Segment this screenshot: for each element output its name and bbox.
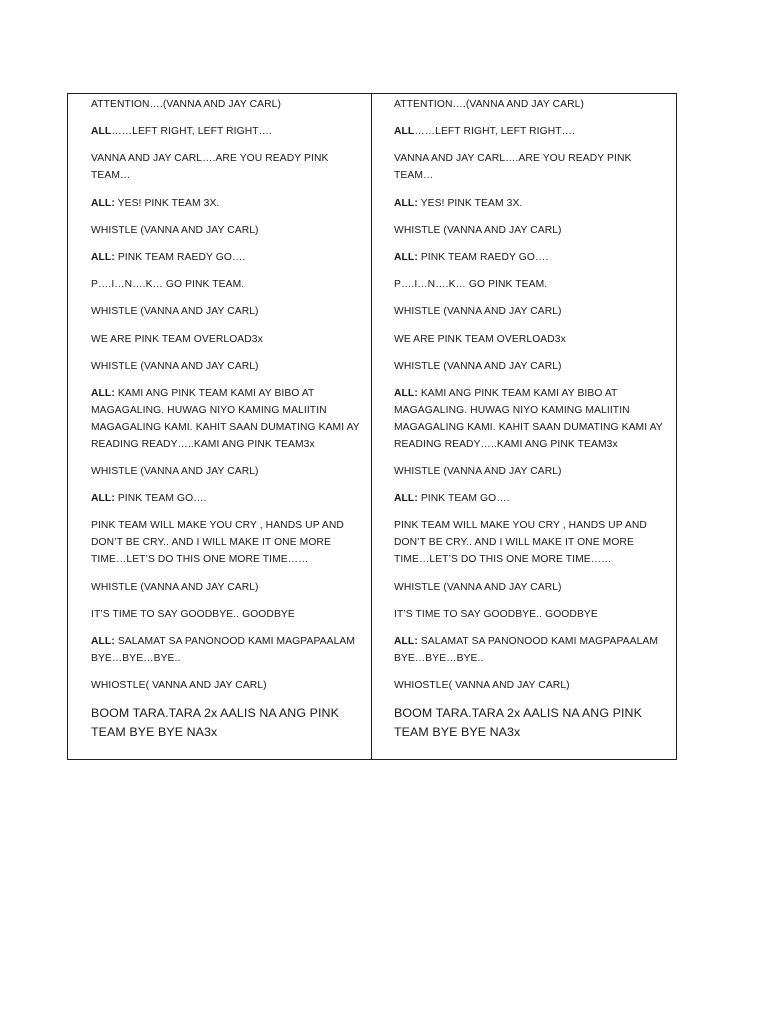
line-text: BOOM TARA.TARA 2x AALIS NA ANG PINK TEAM BYE BYE NA3x xyxy=(394,706,642,740)
script-line xyxy=(394,677,668,694)
script-line xyxy=(394,222,668,239)
script-line xyxy=(91,303,363,320)
line-text: WHIOSTLE( VANNA AND JAY CARL) xyxy=(394,680,570,692)
script-line xyxy=(394,490,668,507)
cheer-script-table xyxy=(67,93,677,760)
line-text: PINK TEAM WILL MAKE YOU CRY , HANDS UP AND DON’T BE CRY.. AND I WILL MAKE IT ONE MORE TIME…LET’S DO THIS ONE MORE TIME…… xyxy=(91,520,344,566)
line-text: WHISTLE (VANNA AND JAY CARL) xyxy=(394,581,562,593)
line-text: ATTENTION….(VANNA AND JAY CARL) xyxy=(91,99,281,110)
line-text: ATTENTION….(VANNA AND JAY CARL) xyxy=(394,99,584,110)
script-line xyxy=(394,463,668,480)
line-text: WHISTLE (VANNA AND JAY CARL) xyxy=(91,581,259,593)
script-line xyxy=(394,195,668,212)
script-line xyxy=(91,704,363,742)
speaker-label: ALL: xyxy=(394,493,418,505)
line-text: WHISTLE (VANNA AND JAY CARL) xyxy=(91,360,259,372)
speaker-label: ALL: xyxy=(394,387,418,399)
line-text: IT’S TIME TO SAY GOODBYE.. GOODBYE xyxy=(394,608,598,620)
line-text: WHISTLE (VANNA AND JAY CARL) xyxy=(91,306,259,318)
speaker-label: ALL: xyxy=(394,636,418,647)
script-line xyxy=(91,331,363,348)
script-line xyxy=(91,195,363,212)
line-text: YES! PINK TEAM 3X. xyxy=(114,197,220,209)
script-line xyxy=(91,276,363,293)
line-text: SALAMAT SA PANONOOD KAMI MAGPAPAALAM BYE…BYE…BYE.. xyxy=(394,636,659,664)
speaker-label: ALL: xyxy=(91,251,115,263)
line-text: VANNA AND JAY CARL….ARE YOU READY PINK TEAM… xyxy=(394,153,632,182)
speaker-label: ALL: xyxy=(91,493,115,505)
line-text: YES! PINK TEAM 3X. xyxy=(417,197,523,209)
speaker-label: ALL: xyxy=(91,636,115,647)
script-line xyxy=(394,704,668,742)
line-text: SALAMAT SA PANONOOD KAMI MAGPAPAALAM BYE…BYE…BYE.. xyxy=(91,636,356,664)
line-text: WHIOSTLE( VANNA AND JAY CARL) xyxy=(91,680,267,692)
line-text: WHISTLE (VANNA AND JAY CARL) xyxy=(394,224,562,236)
script-line xyxy=(394,633,668,667)
script-line xyxy=(91,150,363,184)
script-column-right xyxy=(372,94,676,759)
line-text: ……LEFT RIGHT, LEFT RIGHT…. xyxy=(414,126,576,138)
script-line xyxy=(91,249,363,266)
line-text: VANNA AND JAY CARL….ARE YOU READY PINK TEAM… xyxy=(91,153,329,182)
line-text: P….I…N….K… GO PINK TEAM. xyxy=(394,279,548,291)
script-line xyxy=(91,677,363,694)
line-text: WHISTLE (VANNA AND JAY CARL) xyxy=(91,466,259,478)
script-line xyxy=(91,96,363,113)
line-text: WE ARE PINK TEAM OVERLOAD3x xyxy=(91,333,263,345)
script-column-left xyxy=(68,94,372,759)
script-line xyxy=(394,606,668,623)
line-text: WHISTLE (VANNA AND JAY CARL) xyxy=(394,466,562,478)
speaker-label: ALL: xyxy=(394,197,418,209)
script-line xyxy=(91,385,363,453)
line-text: PINK TEAM GO…. xyxy=(417,493,510,505)
speaker-label: ALL: xyxy=(91,197,115,209)
script-line xyxy=(394,579,668,596)
line-text: PINK TEAM GO…. xyxy=(114,493,207,505)
script-line xyxy=(394,276,668,293)
speaker-label: ALL: xyxy=(394,251,418,263)
line-text: PINK TEAM RAEDY GO…. xyxy=(114,251,246,263)
script-line xyxy=(394,150,668,184)
script-line xyxy=(394,358,668,375)
line-text: P….I…N….K… GO PINK TEAM. xyxy=(91,279,245,291)
script-line xyxy=(91,463,363,480)
script-line xyxy=(91,606,363,623)
script-line xyxy=(91,222,363,239)
script-line xyxy=(394,303,668,320)
speaker-label: ALL xyxy=(394,126,415,138)
script-line xyxy=(394,385,668,453)
script-line xyxy=(91,123,363,140)
speaker-label: ALL xyxy=(91,126,112,138)
script-line xyxy=(394,249,668,266)
line-text: PINK TEAM RAEDY GO…. xyxy=(417,251,549,263)
line-text: WHISTLE (VANNA AND JAY CARL) xyxy=(394,360,562,372)
script-line xyxy=(394,123,668,140)
line-text: PINK TEAM WILL MAKE YOU CRY , HANDS UP AND DON’T BE CRY.. AND I WILL MAKE IT ONE MORE TIME…LET’S DO THIS ONE MORE TIME…… xyxy=(394,520,647,566)
line-text: WE ARE PINK TEAM OVERLOAD3x xyxy=(394,333,566,345)
script-line xyxy=(91,490,363,507)
line-text: IT’S TIME TO SAY GOODBYE.. GOODBYE xyxy=(91,608,295,620)
line-text: BOOM TARA.TARA 2x AALIS NA ANG PINK TEAM BYE BYE NA3x xyxy=(91,706,339,740)
script-line xyxy=(394,96,668,113)
line-text: KAMI ANG PINK TEAM KAMI AY BIBO AT MAGAGALING. HUWAG NIYO KAMING MALIITIN MAGAGALING KAMI. KAHIT SAAN DUMATING KAMI AY READING READY…..KAMI ANG PINK TEAM3x xyxy=(91,387,360,450)
line-text: ……LEFT RIGHT, LEFT RIGHT…. xyxy=(111,126,273,138)
script-line xyxy=(91,517,363,568)
script-line xyxy=(394,331,668,348)
script-line xyxy=(394,517,668,568)
line-text: WHISTLE (VANNA AND JAY CARL) xyxy=(394,306,562,318)
script-line xyxy=(91,358,363,375)
script-line xyxy=(91,633,363,667)
line-text: KAMI ANG PINK TEAM KAMI AY BIBO AT MAGAGALING. HUWAG NIYO KAMING MALIITIN MAGAGALING KAMI. KAHIT SAAN DUMATING KAMI AY READING READY…..KAMI ANG PINK TEAM3x xyxy=(394,387,663,450)
speaker-label: ALL: xyxy=(91,387,115,399)
script-line xyxy=(91,579,363,596)
line-text: WHISTLE (VANNA AND JAY CARL) xyxy=(91,224,259,236)
